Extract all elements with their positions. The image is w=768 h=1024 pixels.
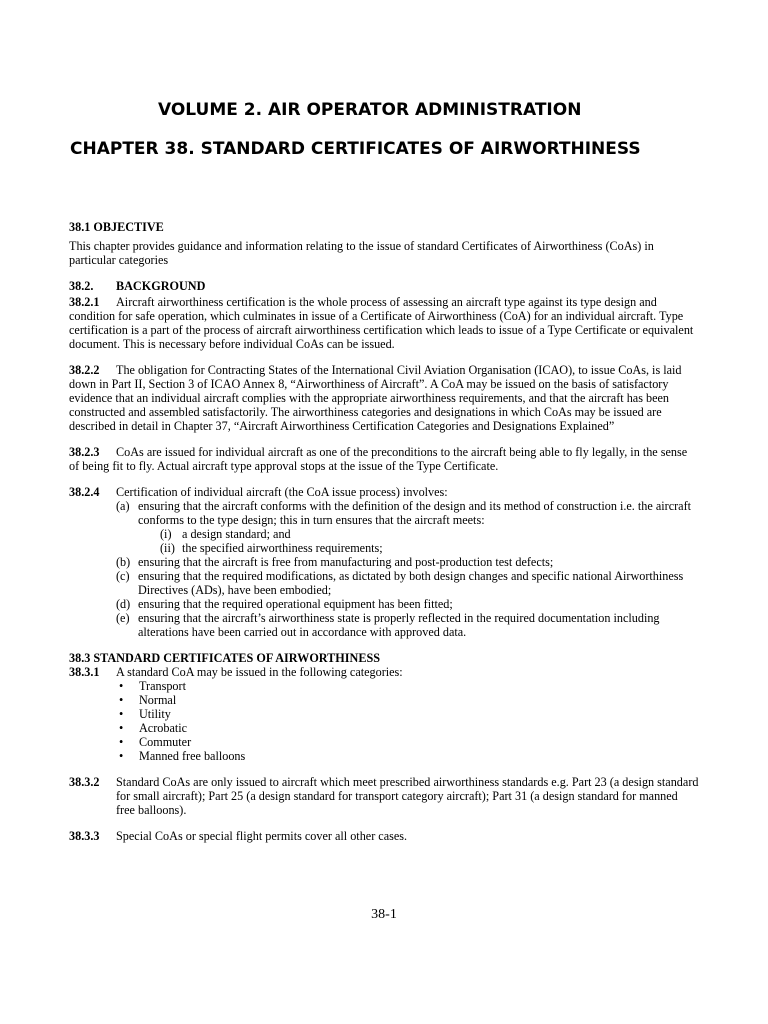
list-text: a design standard; and (182, 527, 291, 541)
paragraph-text: Aircraft airworthiness certification is the whole process of assessing an aircraft type against its type design and condition for safe operation, which culminates in issue of a Certificate of Airworthiness (CoA) for an individual aircraft. Type certification is a part of the process of aircraft airworthiness certification which leads to issue of a Type Certificate or equivalent document. This is necessary before individual CoAs can be issued. (69, 295, 694, 351)
paragraph-number: 38.3.1 (69, 665, 100, 679)
section-title: BACKGROUND (116, 279, 206, 293)
category-item: • Commuter (116, 735, 699, 749)
list-label: (d) (116, 597, 131, 611)
paragraph-38-3-3 (69, 829, 699, 843)
paragraph-text: A standard CoA may be issued in the following categories: (116, 665, 403, 679)
paragraph-number: 38.3.3 (69, 829, 100, 843)
objective-text: This chapter provides guidance and information relating to the issue of standard Certificates of Airworthiness (CoAs) in particular categories (69, 239, 654, 267)
list-label: (c) (116, 569, 130, 583)
document-body (69, 220, 699, 855)
paragraph-38-2-4 (69, 485, 699, 499)
list-label: (a) (116, 499, 130, 513)
category-item: • Acrobatic (116, 721, 699, 735)
category-list (116, 679, 699, 763)
list-text: ensuring that the aircraft’s airworthiness state is properly reflected in the required documentation including alterations have been carried out in accordance with approved data. (138, 611, 660, 639)
chapter-title: CHAPTER 38. STANDARD CERTIFICATES OF AIRWORTHINESS (70, 139, 641, 159)
paragraph-text: Certification of individual aircraft (the CoA issue process) involves: (116, 485, 448, 499)
list-item (116, 597, 699, 611)
list-item (116, 569, 699, 597)
category-item: • Transport (116, 679, 699, 693)
list-text: ensuring that the required operational equipment has been fitted; (138, 597, 453, 611)
section-number: 38.2. (69, 279, 94, 293)
paragraph-number: 38.2.2 (69, 363, 100, 377)
paragraph-text: Special CoAs or special flight permits cover all other cases. (116, 829, 408, 843)
section-heading-standard-coa: 38.3 STANDARD CERTIFICATES OF AIRWORTHINESS (69, 651, 381, 665)
paragraph-38-3-2 (69, 775, 699, 817)
list-label: (e) (116, 611, 130, 625)
paragraph-number: 38.2.1 (69, 295, 100, 309)
list-label: (i) (160, 527, 172, 541)
paragraph-38-2-3 (69, 445, 699, 473)
sub-list-item (160, 527, 699, 541)
paragraph-text: CoAs are issued for individual aircraft as one of the preconditions to the aircraft being able to fly legally, in the sense of being fit to fly. Actual aircraft type approval stops at the issue of the Type Certificate. (69, 445, 688, 473)
list-text: the specified airworthiness requirements; (182, 541, 383, 555)
list-text: ensuring that the aircraft conforms with the definition of the design and its method of construction i.e. the aircraft conforms to the type design; this in turn ensures that the aircraft meets: (138, 499, 692, 527)
list-item (116, 499, 699, 555)
volume-title: VOLUME 2. AIR OPERATOR ADMINISTRATION (158, 100, 582, 120)
certification-list (116, 499, 699, 639)
list-label: (ii) (160, 541, 175, 555)
paragraph-text: Standard CoAs are only issued to aircraft which meet prescribed airworthiness standards e.g. Part 23 (a design standard for small aircraft); Part 25 (a design standard for transport category aircraft); Part 31 (a design standard for manned free balloons). (116, 775, 699, 817)
paragraph-number: 38.2.4 (69, 485, 100, 499)
list-text: ensuring that the required modifications, as dictated by both design changes and specific national Airworthiness Directives (ADs), have been embodied; (138, 569, 684, 597)
paragraph-38-2-2 (69, 363, 699, 433)
category-item: • Utility (116, 707, 699, 721)
paragraph-number: 38.3.2 (69, 775, 100, 789)
sub-list (160, 527, 699, 555)
paragraph-38-2-1 (69, 295, 699, 351)
section-heading-objective: 38.1 OBJECTIVE (69, 220, 164, 234)
category-item: • Normal (116, 693, 699, 707)
list-text: ensuring that the aircraft is free from manufacturing and post-production test defects; (138, 555, 554, 569)
paragraph-number: 38.2.3 (69, 445, 100, 459)
list-item (116, 555, 699, 569)
paragraph-38-3-1 (69, 665, 699, 679)
sub-list-item (160, 541, 699, 555)
list-item (116, 611, 699, 639)
category-item: • Manned free balloons (116, 749, 699, 763)
paragraph-text: The obligation for Contracting States of the International Civil Aviation Organisation (ICAO), to issue CoAs, is laid down in Part II, Section 3 of ICAO Annex 8, “Airworthiness of Aircraft”. A CoA may be issued on the basis of satisfactory evidence that an individual aircraft complies with the appropriate airworthiness requirements, and that the aircraft has been constructed and assembled satisfactorily. The airworthiness categories and designations in which CoAs may be issued are described in detail in Chapter 37, “Aircraft Airworthiness Certification Categories and Designations Explained” (69, 363, 682, 433)
list-label: (b) (116, 555, 131, 569)
page-number: 38-1 (371, 907, 397, 922)
section-heading-background (69, 279, 699, 293)
